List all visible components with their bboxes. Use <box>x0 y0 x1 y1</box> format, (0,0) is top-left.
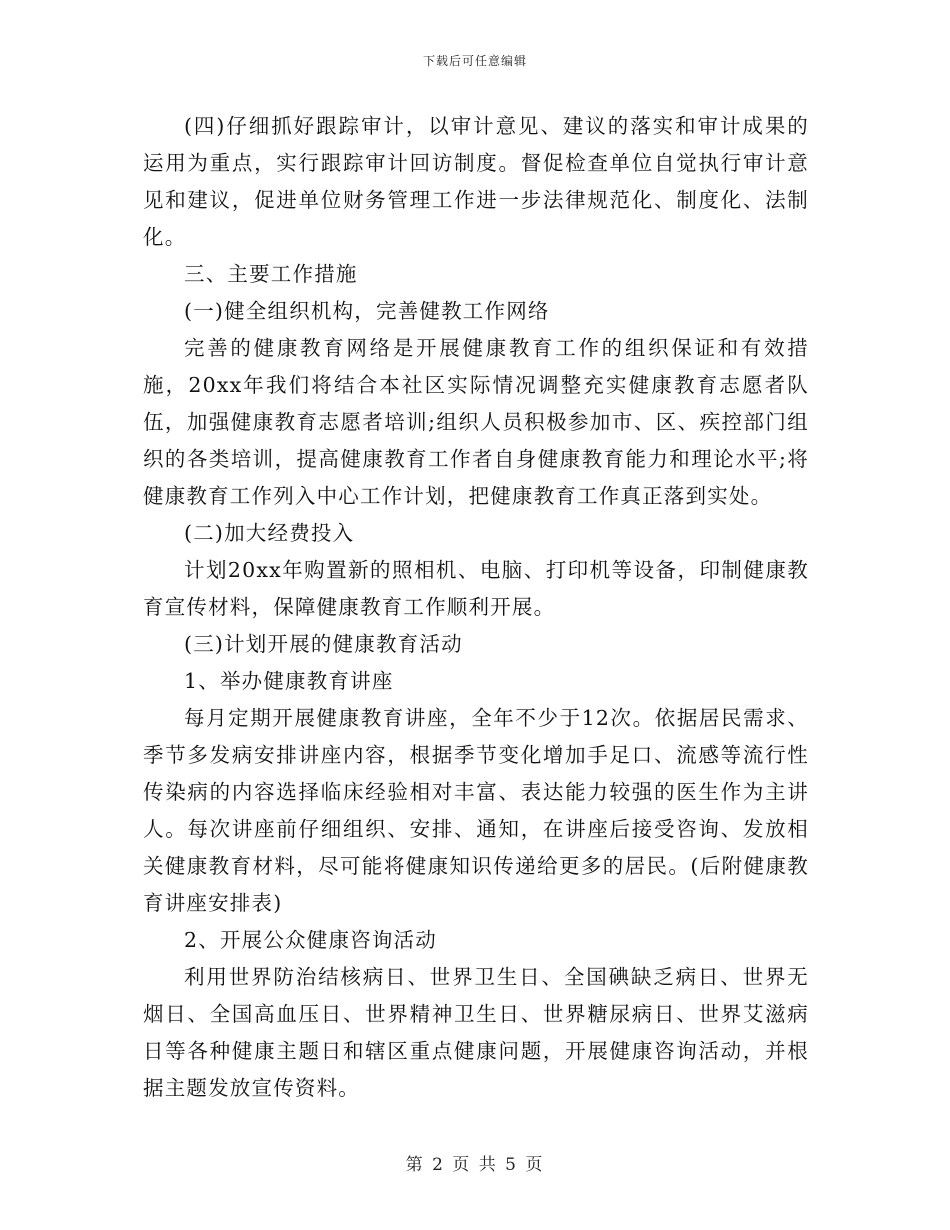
paragraph-organization: 完善的健康教育网络是开展健康教育工作的组织保证和有效措施，20xx年我们将结合本社区实际情况调整充实健康教育志愿者队伍，加强健康教育志愿者培训;组织人员积极参加市、区、疾控部门组织的各类培训，提高健康教育工作者自身健康教育能力和理论水平;将健康教育工作列入中心工作计划，把健康教育工作真正落到实处。 <box>143 336 809 508</box>
subheading-organization: (一)健全组织机构，完善健教工作网络 <box>184 299 550 323</box>
paragraph-consultation: 利用世界防治结核病日、世界卫生日、全国碘缺乏病日、世界无烟日、全国高血压日、世界精神卫生日、世界糖尿病日、世界艾滋病日等各种健康主题日和辖区重点健康问题，开展健康咨询活动，并根据主题发放宣传资料。 <box>143 965 809 1100</box>
paragraph-funding: 计划20xx年购置新的照相机、电脑、打印机等设备，印制健康教育宣传材料，保障健康教育工作顺利开展。 <box>143 558 809 619</box>
page-header: 下载后可任意编辑 <box>422 54 527 68</box>
subheading-lectures: 1、举办健康教育讲座 <box>184 669 394 693</box>
subheading-funding: (二)加大经费投入 <box>184 521 355 545</box>
paragraph-lectures: 每月定期开展健康教育讲座，全年不少于12次。依据居民需求、季节多发病安排讲座内容，根据季节变化增加手足口、流感等流行性传染病的内容选择临床经验相对丰富、表达能力较强的医生作为主讲人。每次讲座前仔细组织、安排、通知，在讲座后接受咨询、发放相关健康教育材料，尽可能将健康知识传递给更多的居民。(后附健康教育讲座安排表) <box>143 706 809 915</box>
heading-main-measures: 三、主要工作措施 <box>184 262 358 286</box>
paragraph-audit-followup: (四)仔细抓好跟踪审计，以审计意见、建议的落实和审计成果的运用为重点，实行跟踪审计回访制度。督促检查单位自觉执行审计意见和建议，促进单位财务管理工作进一步法律规范化、制度化、法制化。 <box>143 114 809 249</box>
page-number: 第 2 页 共 5 页 <box>405 1155 545 1175</box>
subheading-activities: (三)计划开展的健康教育活动 <box>184 632 463 656</box>
document-body <box>143 108 809 1107</box>
subheading-consultation: 2、开展公众健康咨询活动 <box>184 928 437 952</box>
